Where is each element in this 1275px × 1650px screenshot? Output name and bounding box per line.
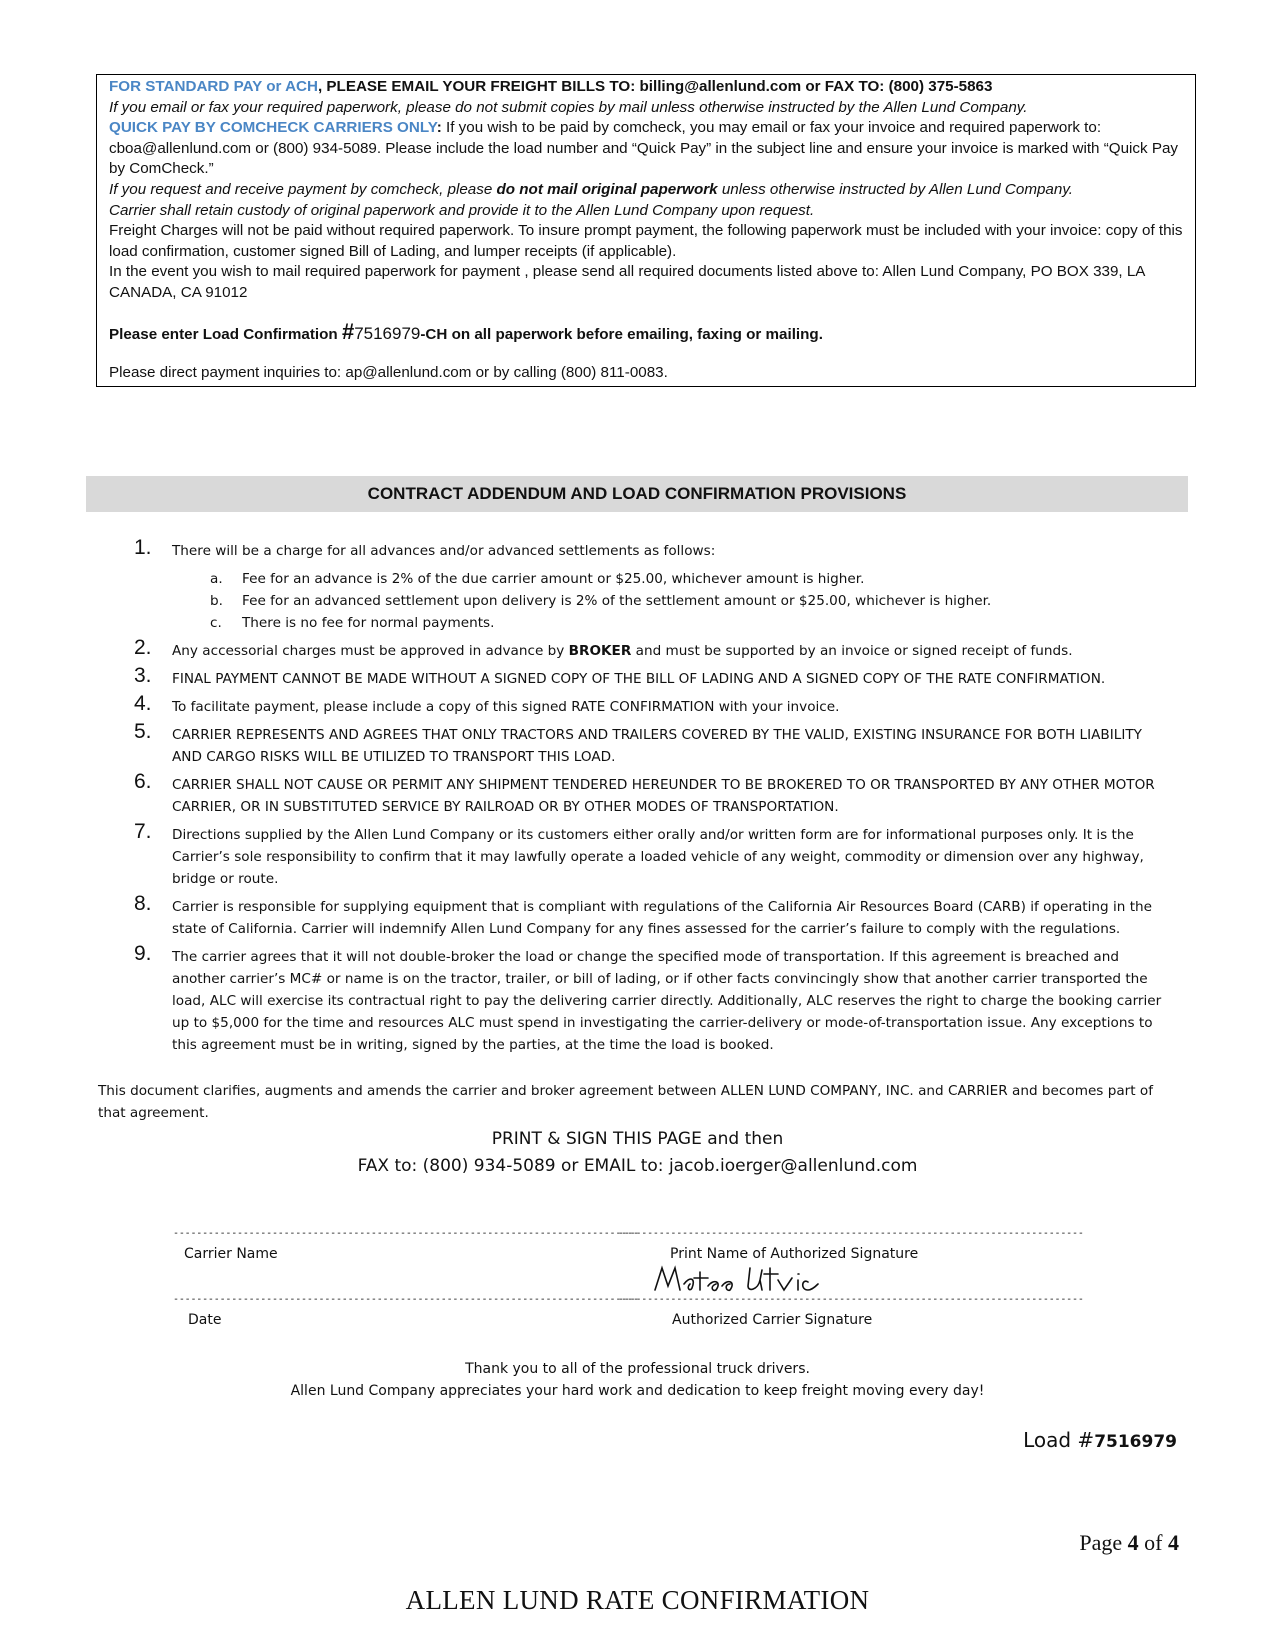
quick-pay-colon: : [436,119,442,137]
provision-item [130,892,1170,940]
footer-title: ALLEN LUND RATE CONFIRMATION [405,1585,870,1615]
provision-text: CARRIER SHALL NOT CAUSE OR PERMIT ANY SHIPMENT TENDERED HEREUNDER TO BE BROKERED TO OR TRANSPORTED BY ANY OTHER MOTOR CARRIER, OR IN SUBSTITUTED SERVICE BY RAILROAD OR BY OTHER MODES OF TRANSPORTATION. [172,777,1155,815]
date-line: -------------------------------------------------------------------------------- [173,1294,639,1305]
section-heading-bar [86,476,1188,512]
standard-pay-text: , PLEASE EMAIL YOUR FREIGHT BILLS TO: billing@allenlund.com or FAX TO: (800) 375-5863 [317,78,993,95]
provision-text: Directions supplied by the Allen Lund Company or its customers either orally and/or written form are for informational purposes only. It is the Carrier’s sole responsibility to confirm that it may lawfully operate a loaded vehicle of any weight, commodity or dimension over any highway, bridge or route. [172,827,1144,887]
enter-load-text: Please enter Load Confirmation [109,325,342,343]
print-sign-line-1: PRINT & SIGN THIS PAGE and then [491,1129,784,1149]
thank-you-line-1: Thank you to all of the professional truck drivers. [465,1361,810,1377]
page-current: 4 [1127,1530,1139,1555]
comcheck-note-c: unless otherwise instructed by Allen Lund Company. [717,180,1074,198]
carrier-name-line: -------------------------------------------------------------------------------- [173,1228,639,1239]
provision-text: There will be a charge for all advances and/or advanced settlements as follows: [172,543,716,559]
provision-item [130,720,1170,768]
load-reference [1023,1428,1177,1452]
carrier-name-label: Carrier Name [184,1246,278,1262]
comcheck-note-a: If you request and receive payment by comcheck, please [109,180,497,198]
comcheck-note-emphasis: do not mail original paperwork [496,180,718,198]
sub-item-text: Fee for an advanced settlement upon delivery is 2% of the settlement amount or $25.00, whichever is higher. [242,593,992,609]
thank-you-line-2: Allen Lund Company appreciates your hard work and dedication to keep freight moving every day! [290,1383,985,1399]
provision-item [130,664,1170,690]
provision-text: To facilitate payment, please include a copy of this signed RATE CONFIRMATION with your invoice. [172,699,840,715]
print-name-line: -------------------------------------------------------------------------------- [618,1228,1084,1239]
standard-pay-note: If you email or fax your required paperwork, please do not submit copies by mail unless otherwise instructed by the Allen Lund Company. [109,98,1028,116]
page-total: 4 [1168,1530,1179,1555]
authorized-signature-label: Authorized Carrier Signature [672,1312,873,1328]
sub-item-text: Fee for an advance is 2% of the due carrier amount or $25.00, whichever amount is higher. [242,571,865,587]
provision-number: 8. [134,892,152,915]
provision-item [130,942,1170,1056]
provision-number: 5. [134,720,152,743]
enter-load-confirmation [109,318,1185,346]
payment-instructions-box [96,74,1196,387]
page-number [1079,1530,1179,1556]
provision-text: FINAL PAYMENT CANNOT BE MADE WITHOUT A SIGNED COPY OF THE BILL OF LADING AND A SIGNED COPY OF THE RATE CONFIRMATION. [172,671,1106,687]
mail-paperwork-note: In the event you wish to mail required paperwork for payment , please send all required documents listed above to: Allen Lund Company, PO BOX 339, LA CANADA, CA 91012 [109,263,1145,301]
load-ref-label: Load # [1023,1428,1095,1452]
provision-number: 3. [134,664,152,687]
load-ref-number: 7516979 [1094,1432,1177,1452]
provision-number: 9. [134,942,152,965]
sub-item-letter: a. [210,571,223,587]
agreement-clarification: This document clarifies, augments and amends the carrier and broker agreement between ALLEN LUND COMPANY, INC. and CARRIER and becomes part of that agreement. [98,1083,1154,1121]
provision-item [130,636,1170,662]
sub-item-text: There is no fee for normal payments. [242,615,495,631]
provision-item [130,820,1170,890]
quick-pay-text: If you wish to be paid by comcheck, you may email or fax your invoice and required paperwork to: cboa@allenlund.com or (800) 934-5089. Please include the load number and “Quick Pay” in the subject line and ensure your invoice is marked with “Quick Pay by ComCheck.” [109,119,1178,178]
print-sign-instructions [0,1126,1275,1180]
hash-symbol: # [341,318,355,344]
section-title: CONTRACT ADDENDUM AND LOAD CONFIRMATION PROVISIONS [367,484,907,503]
provision-item [130,770,1170,818]
provision-sub-list [130,568,1170,634]
quick-pay-line [109,118,1185,180]
sub-item [130,612,1170,634]
provision-item [130,536,1170,562]
enter-load-suffix: -CH on all paperwork before emailing, faxing or mailing. [420,325,823,343]
payment-inquiries: Please direct payment inquiries to: ap@allenlund.com or by calling (800) 811-0083. [109,364,668,382]
standard-pay-line [109,77,1185,98]
custody-note: Carrier shall retain custody of original paperwork and provide it to the Allen Lund Company upon request. [109,201,815,219]
provision-number: 2. [134,636,152,659]
freight-charges-note: Freight Charges will not be paid without required paperwork. To insure prompt payment, the following paperwork must be included with your invoice: copy of this load confirmation, customer signed Bill of Lading, and lumper receipts (if applicable). [109,222,1183,260]
load-confirmation-number: 7516979 [354,323,421,343]
provision-number: 6. [134,770,152,793]
page-prefix: Page [1079,1530,1128,1555]
quick-pay-label: QUICK PAY BY COMCHECK CARRIERS ONLY [109,119,437,137]
standard-pay-label: FOR STANDARD PAY or ACH [109,78,318,95]
sub-item-letter: c. [210,615,222,631]
provision-text: CARRIER REPRESENTS AND AGREES THAT ONLY TRACTORS AND TRAILERS COVERED BY THE VALID, EXISTING INSURANCE FOR BOTH LIABILITY AND CARGO RISKS WILL BE UTILIZED TO TRANSPORT THIS LOAD. [172,727,1142,765]
sub-item [130,590,1170,612]
sub-item-letter: b. [210,593,223,609]
print-name-label: Print Name of Authorized Signature [670,1246,919,1262]
print-sign-line-2: FAX to: (800) 934-5089 or EMAIL to: jacob.ioerger@allenlund.com [357,1156,918,1176]
provision-text: Carrier is responsible for supplying equipment that is compliant with regulations of the California Air Resources Board (CARB) if operating in the state of California. Carrier will indemnify Allen Lund Company for any fines assessed for the carrier’s failure to comply with the regulations. [172,899,1153,937]
provision-number: 1. [134,536,152,559]
date-label: Date [188,1312,222,1328]
provision-text-c: and must be supported by an invoice or signed receipt of funds. [631,643,1073,659]
provisions-list [130,536,1170,1062]
provision-number: 7. [134,820,152,843]
provision-text-a: Any accessorial charges must be approved in advance by [172,643,569,659]
page-of: of [1138,1530,1168,1555]
thank-you-message [0,1358,1275,1402]
provision-text [172,640,1170,662]
authorized-signature-line: -------------------------------------------------------------------------------- [618,1294,1084,1305]
provision-text: The carrier agrees that it will not double-broker the load or change the specified mode of transportation. If this agreement is breached and another carrier’s MC# or name is on the tractor, trailer, or bill of lading, or if other facts convincingly show that another carrier transported the load, ALC will exercise its contractual right to pay the delivering carrier directly. Additionally, ALC reserves the right to charge the booking carrier up to $5,000 for the time and resources ALC must spend in investigating the carrier-delivery or mode-of-transportation issue. Any exceptions to this agreement must be in writing, signed by the parties, at the time the load is booked. [172,949,1162,1053]
provision-broker-emphasis: BROKER [568,643,632,659]
provision-item [130,692,1170,718]
sub-item [130,568,1170,590]
comcheck-note [109,180,1185,201]
provision-number: 4. [134,692,152,715]
